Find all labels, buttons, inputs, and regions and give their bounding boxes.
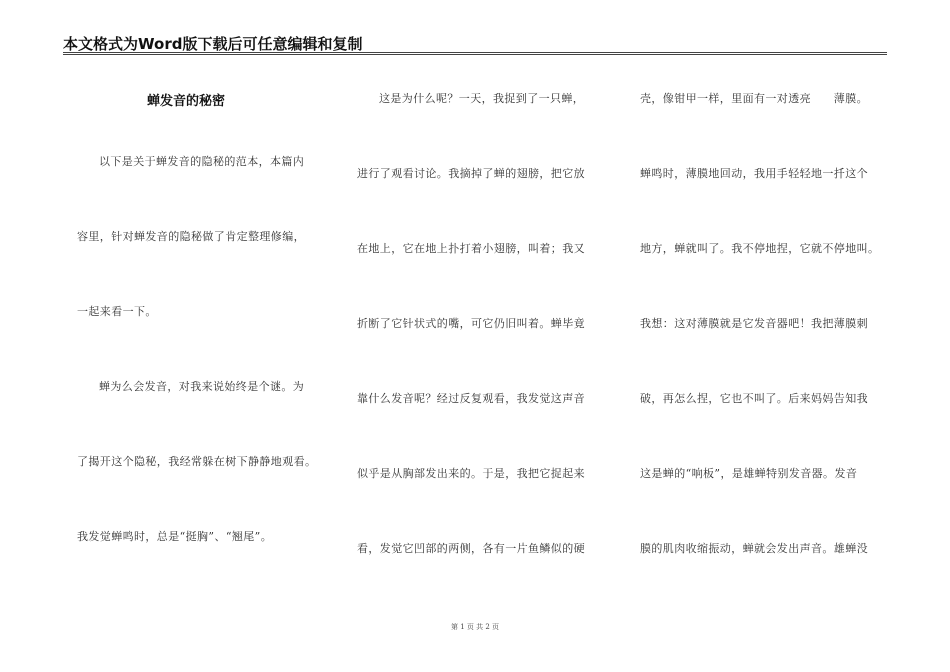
paragraph-line: 了揭开这个隐秘，我经常躲在树下静静地观看。 [77, 455, 317, 468]
paragraph-line: 我想：这对薄膜就是它发音器吧！我把薄膜刺 [640, 317, 868, 330]
paragraph-line: 看，发觉它凹部的两侧，各有一片鱼鳞似的硬 [357, 542, 585, 555]
paragraph-line: 在地上，它在地上扑打着小翅膀，叫着；我又 [357, 242, 585, 255]
document-title: 蝉发音的秘密 [147, 94, 226, 109]
page-header-title: 本文格式为Word版下载后可任意编辑和复制 [63, 35, 363, 53]
paragraph-line: 蝉为么会发音，对我来说始终是个谜。为 [99, 380, 305, 393]
paragraph-line: 这是蝉的“响板”，是雄蝉特别发音器。发音 [640, 467, 858, 480]
paragraph-line: 一起来看一下。 [77, 305, 157, 318]
paragraph-line: 折断了它针状式的嘴，可它仍旧叫着。蝉毕竟 [357, 317, 585, 330]
paragraph-line: 这是为什么呢？一天，我捉到了一只蝉， [379, 92, 585, 105]
page-number-footer: 第 1 页 共 2 页 [450, 623, 500, 631]
paragraph-line: 靠什么发音呢？经过反复观看，我发觉这声音 [357, 392, 585, 405]
paragraph-line: 进行了观看讨论。我摘掉了蝉的翅膀，把它放 [357, 167, 585, 180]
paragraph-line: 我发觉蝉鸣时，总是“挺胸”、“翘尾”。 [77, 530, 273, 543]
paragraph-line: 膜的肌肉收缩振动，蝉就会发出声音。雄蝉没 [640, 542, 868, 555]
paragraph-line: 蝉鸣时，薄膜地回动，我用手轻轻地一扦这个 [640, 167, 868, 180]
paragraph-line: 似乎是从胸部发出来的。于是，我把它捉起来 [357, 467, 585, 480]
paragraph-line: 以下是关于蝉发音的隐秘的范本，本篇内 [99, 155, 305, 168]
paragraph-line: 破，再怎么捏，它也不叫了。后来妈妈告知我 [640, 392, 868, 405]
paragraph-line: 壳，像钳甲一样，里面有一对透亮 薄膜。 [640, 92, 868, 105]
paragraph-line: 容里，针对蝉发音的隐秘做了肯定整理修编， [77, 230, 305, 243]
header-divider [63, 52, 887, 55]
paragraph-line: 地方，蝉就叫了。我不停地捏，它就不停地叫。 [640, 242, 880, 255]
